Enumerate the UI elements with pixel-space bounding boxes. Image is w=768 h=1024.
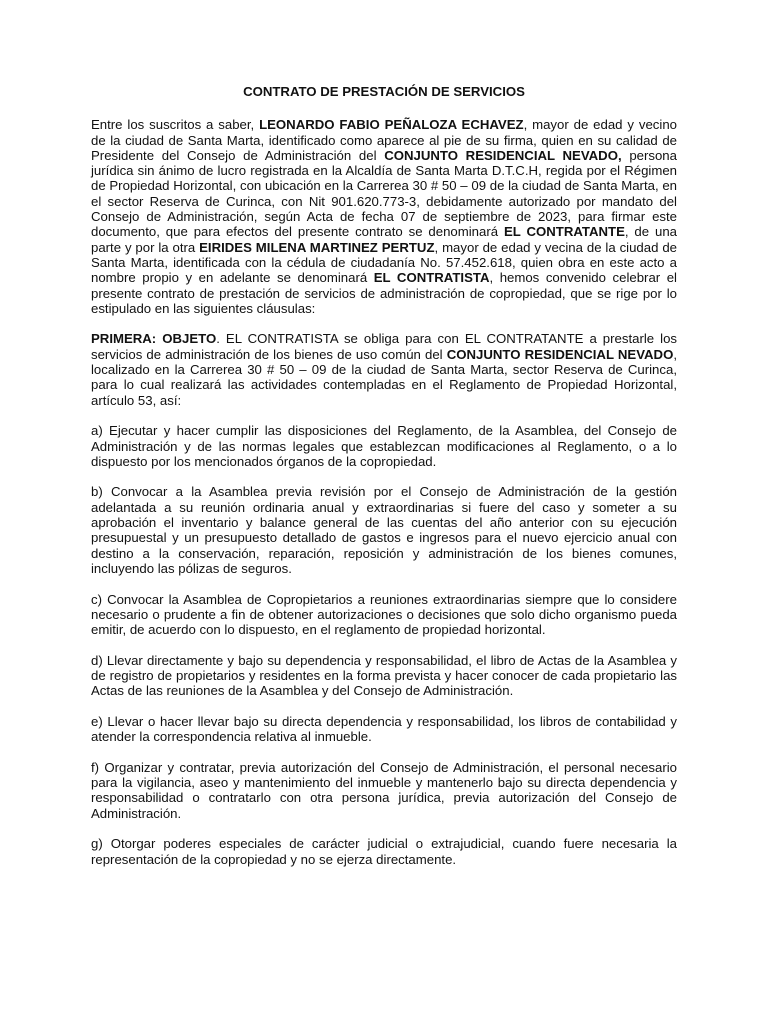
intro-text: , mayor de edad y vecino de la ciudad de Santa Marta, identificado como aparece al pie de su firma, quien en su calidad de Presidente del Consejo de Administración del	[91, 117, 677, 163]
contratante-name: LEONARDO FABIO PEÑALOZA ECHAVEZ	[259, 117, 524, 133]
clause-heading: PRIMERA: OBJETO	[91, 331, 217, 347]
contratista-name: EIRIDES MILENA MARTINEZ PERTUZ	[199, 239, 435, 255]
intro-paragraph	[91, 117, 677, 316]
clause-text: . EL CONTRATISTA se obliga para con EL CONTRATANTE a prestarle los servicios de administración de los bienes de uso común del	[91, 331, 677, 362]
clause-primera	[91, 331, 677, 407]
item-e: e) Llevar o hacer llevar bajo su directa dependencia y responsabilidad, los libros de contabilidad y atender la correspondencia relativa al inmueble.	[91, 713, 677, 745]
item-d: d) Llevar directamente y bajo su dependencia y responsabilidad, el libro de Actas de la Asamblea y de registro de propietarios y residentes en la forma prevista y hacer conocer de cada propietario las Actas de las reuniones de la Asamblea y del Consejo de Administración.	[91, 652, 677, 699]
intro-text: , mayor de edad y vecina de la ciudad de Santa Marta, identificada con la cédula de ciudadanía No. 57.452.618, quien obra en este acto a nombre propio y en adelante se denominará	[91, 239, 677, 286]
intro-text: persona jurídica sin ánimo de lucro registrada en la Alcaldía de Santa Marta D.T.C.H, regida por el Régimen de Propiedad Horizontal, con ubicación en la Carrerea 30 # 50 – 09 de la ciudad de Santa Marta, en el sector Reserva de Curinca, con Nit 901.620.773-3, debidamente autorizado por mandato del Consejo de Administración, según Acta de fecha 07 de septiembre de 2023, para firmar este documento, que para efectos del presente contrato se denominará	[91, 147, 677, 240]
el-contratista-label: EL CONTRATISTA	[373, 270, 490, 286]
el-contratante-label: EL CONTRATANTE	[503, 224, 625, 240]
item-b: b) Convocar a la Asamblea previa revisión por el Consejo de Administración de la gestión adelantada a su reunión ordinaria anual y extraordinarias si fuere del caso y someter a su aprobación el inventario y balance general de las cuentas del año anterior con su ejecución presupuestal y un presupuesto detallado de gastos e ingresos para el nuevo ejercicio anual con destino a la conservación, reparación, reposición y administración de los bienes comunes, incluyendo las pólizas de seguros.	[91, 484, 677, 576]
clause-text: , localizado en la Carrerea 30 # 50 – 09 de la ciudad de Santa Marta, sector Reserva de Curinca, para lo cual realizará las actividades contempladas en el Reglamento de Propiedad Horizontal, artículo 53, así:	[91, 346, 678, 408]
document-title: CONTRATO DE PRESTACIÓN DE SERVICIOS	[243, 84, 525, 99]
item-a: a) Ejecutar y hacer cumplir las disposiciones del Reglamento, de la Asamblea, del Consejo de Administración y de las normas legales que establezcan modificaciones al Reglamento, o a lo dispuesto por los mencionados órganos de la copropiedad.	[91, 423, 677, 469]
conjunto-name: CONJUNTO RESIDENCIAL NEVADO,	[384, 147, 622, 163]
item-c: c) Convocar la Asamblea de Copropietarios a reuniones extraordinarias siempre que lo considere necesario o prudente a fin de obtener autorizaciones o decisiones que solo dicho organismo pueda emitir, de acuerdo con lo dispuesto, en el reglamento de propiedad horizontal.	[91, 591, 677, 638]
item-f: f) Organizar y contratar, previa autorización del Consejo de Administración, el personal necesario para la vigilancia, aseo y mantenimiento del inmueble y mantenerlo bajo su directa dependencia y responsabilidad o contratarlo con otra persona jurídica, previa autorización del Consejo de Administración.	[91, 759, 677, 821]
conjunto-name: CONJUNTO RESIDENCIAL NEVADO	[446, 346, 674, 362]
intro-text: , de una parte y por la otra	[91, 224, 677, 255]
item-g: g) Otorgar poderes especiales de carácter judicial o extrajudicial, cuando fuere necesaria la representación de la copropiedad y no se ejerza directamente.	[91, 836, 677, 867]
intro-text: Entre los suscritos a saber,	[91, 117, 260, 133]
intro-text: , hemos convenido celebrar el presente contrato de prestación de servicios de administración de copropiedad, que se rige por lo estipulado en las siguientes cláusulas:	[91, 270, 677, 316]
